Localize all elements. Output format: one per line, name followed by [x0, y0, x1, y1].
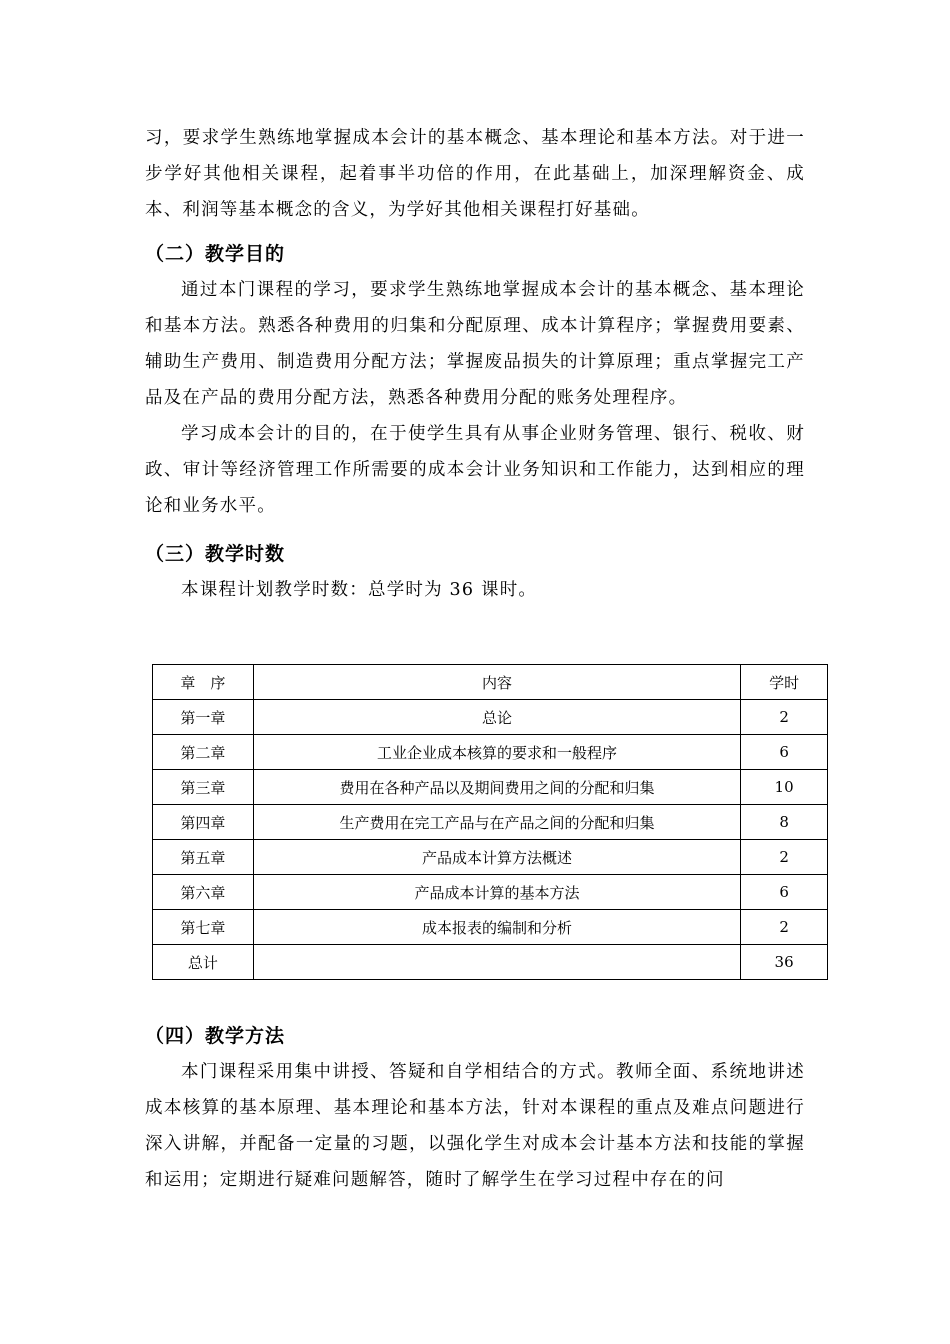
header-content: 内容 [253, 665, 740, 700]
document-page [145, 120, 805, 608]
cell-content: 成本报表的编制和分析 [253, 910, 740, 945]
cell-hours: 2 [741, 700, 828, 735]
header-hours: 学时 [741, 665, 828, 700]
cell-hours: 6 [741, 875, 828, 910]
table-row [153, 735, 828, 770]
cell-hours: 2 [741, 840, 828, 875]
cell-content: 产品成本计算方法概述 [253, 840, 740, 875]
paragraph-teaching-method: 本门课程采用集中讲授、答疑和自学相结合的方式。教师全面、系统地讲述成本核算的基本原理、基本理论和基本方法，针对本课程的重点及难点问题进行深入讲解，并配备一定量的习题，以强化学生对成本会计基本方法和技能的掌握和运用；定期进行疑难问题解答，随时了解学生在学习过程中存在的问 [145, 1062, 805, 1190]
cell-chapter: 第五章 [153, 840, 254, 875]
cell-chapter: 第三章 [153, 770, 254, 805]
cell-chapter: 第六章 [153, 875, 254, 910]
cell-hours: 8 [741, 805, 828, 840]
paragraph-intro-continuation: 习，要求学生熟练地掌握成本会计的基本概念、基本理论和基本方法。对于进一步学好其他相关课程，起着事半功倍的作用，在此基础上，加深理解资金、成本、利润等基本概念的含义，为学好其他相关课程打好基础。 [145, 128, 805, 220]
cell-content: 总论 [253, 700, 740, 735]
cell-hours: 2 [741, 910, 828, 945]
cell-hours: 6 [741, 735, 828, 770]
table-header-row [153, 665, 828, 700]
course-hours-table [152, 664, 828, 980]
section-heading-teaching-purpose: （二）教学目的 [145, 243, 286, 265]
section-heading-teaching-method: （四）教学方法 [145, 1025, 286, 1047]
cell-total-label: 总计 [153, 945, 254, 980]
table-row [153, 875, 828, 910]
teaching-method-section [145, 1018, 805, 1198]
table-row [153, 805, 828, 840]
cell-chapter: 第一章 [153, 700, 254, 735]
cell-chapter: 第二章 [153, 735, 254, 770]
paragraph-teaching-purpose-2: 学习成本会计的目的，在于使学生具有从事企业财务管理、银行、税收、财政、审计等经济管理工作所需要的成本会计业务知识和工作能力，达到相应的理论和业务水平。 [145, 424, 805, 516]
table-row-total [153, 945, 828, 980]
cell-total-hours: 36 [741, 945, 828, 980]
cell-total-content [253, 945, 740, 980]
cell-chapter: 第七章 [153, 910, 254, 945]
header-chapter: 章 序 [153, 665, 254, 700]
table-row [153, 840, 828, 875]
table-row [153, 770, 828, 805]
cell-content: 产品成本计算的基本方法 [253, 875, 740, 910]
section-heading-teaching-hours: （三）教学时数 [145, 543, 286, 565]
paragraph-teaching-hours: 本课程计划教学时数：总学时为 36 课时。 [181, 580, 538, 600]
cell-chapter: 第四章 [153, 805, 254, 840]
cell-content: 工业企业成本核算的要求和一般程序 [253, 735, 740, 770]
cell-hours: 10 [741, 770, 828, 805]
cell-content: 费用在各种产品以及期间费用之间的分配和归集 [253, 770, 740, 805]
table-row [153, 700, 828, 735]
cell-content: 生产费用在完工产品与在产品之间的分配和归集 [253, 805, 740, 840]
table-row [153, 910, 828, 945]
paragraph-teaching-purpose-1: 通过本门课程的学习，要求学生熟练地掌握成本会计的基本概念、基本理论和基本方法。熟悉各种费用的归集和分配原理、成本计算程序；掌握费用要素、辅助生产费用、制造费用分配方法；掌握废品损失的计算原理；重点掌握完工产品及在产品的费用分配方法，熟悉各种费用分配的账务处理程序。 [145, 280, 805, 408]
